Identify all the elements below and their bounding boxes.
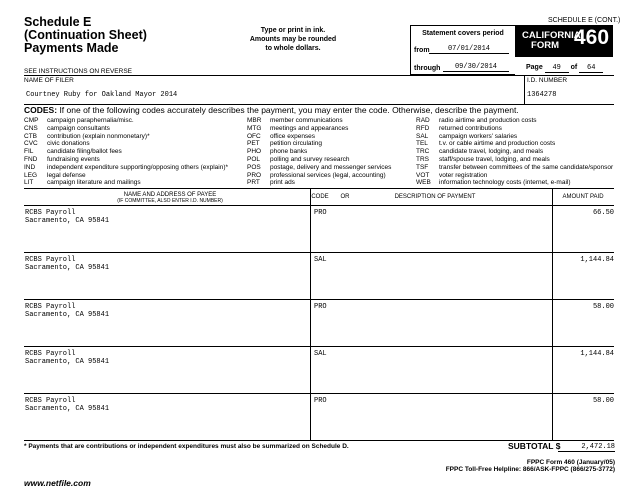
payee-address[interactable]: Sacramento, CA 95841 [25, 405, 110, 413]
payee-header: NAME AND ADDRESS OF PAYEE (IF COMMITTEE, ALSO ENTER I.D. NUMBER) [117, 192, 223, 204]
code-entry [247, 179, 391, 187]
code-entry [247, 117, 391, 125]
code-abbrev: RFD [416, 124, 430, 132]
amount-paid[interactable]: 1,144.84 [580, 350, 614, 358]
code-description: independent expenditure supporting/opposing others (explain)* [47, 163, 229, 171]
code-abbrev: TSF [416, 163, 429, 171]
code-description: print ads [270, 179, 295, 187]
payee-name[interactable]: RCBS Payroll [25, 397, 76, 405]
codes-instructions [24, 105, 519, 115]
of-label: of [570, 64, 578, 71]
code-description: phone banks [270, 148, 308, 156]
divider [24, 75, 614, 76]
code-abbrev: POS [247, 163, 261, 171]
code-entry [24, 148, 228, 156]
code-abbrev: MTG [247, 124, 262, 132]
code-entry [24, 125, 228, 133]
amount-paid[interactable]: 58.00 [592, 303, 614, 311]
code-entry [24, 117, 228, 125]
code-description: contribution (explain nonmonetary)* [47, 132, 150, 140]
column-divider [310, 188, 311, 440]
netfile-link[interactable]: www.netfile.com [24, 478, 91, 488]
code-abbrev: TRS [416, 155, 429, 163]
code-description: campaign workers' salaries [439, 132, 518, 140]
code-description: transfer between committees of the same candidate/sponsor [439, 163, 614, 171]
code-description: office expenses [270, 132, 316, 140]
ink-instructions: Type or print in ink. Amounts may be rounded to whole dollars. [249, 27, 337, 52]
payment-code[interactable]: PRO [314, 397, 327, 405]
form-number: 460 [574, 26, 610, 49]
amount-paid[interactable]: 66.50 [592, 209, 614, 217]
code-abbrev: TEL [416, 140, 428, 148]
code-entry [247, 172, 391, 180]
amount-header: AMOUNT PAID [562, 194, 604, 200]
code-entry [247, 148, 391, 156]
row-divider [24, 393, 614, 394]
code-entry [416, 117, 613, 125]
row-divider [24, 346, 614, 347]
code-abbrev: LEG [24, 171, 38, 179]
code-entry [24, 164, 228, 172]
amount-paid[interactable]: 58.00 [592, 397, 614, 405]
code-entry [24, 179, 228, 187]
statement-covers-label: Statement covers period [422, 30, 504, 37]
code-entry [416, 148, 613, 156]
payment-code[interactable]: PRO [314, 209, 327, 217]
california-form-label: CALIFORNIA FORM [522, 30, 581, 51]
code-entry [416, 172, 613, 180]
code-entry [24, 156, 228, 164]
description-header: DESCRIPTION OF PAYMENT [394, 194, 476, 200]
code-abbrev: VOT [416, 171, 430, 179]
footnote: * Payments that are contributions or independent expenditures must also be summarized on Schedule D. [24, 443, 349, 450]
code-abbrev: SAL [416, 132, 429, 140]
code-description: campaign consultants [47, 124, 110, 132]
code-entry [416, 179, 613, 187]
code-description: professional services (legal, accounting) [270, 171, 386, 179]
payee-address[interactable]: Sacramento, CA 95841 [25, 311, 110, 319]
divider [524, 75, 525, 104]
code-entry [247, 164, 391, 172]
payee-name[interactable]: RCBS Payroll [25, 256, 76, 264]
column-divider [552, 188, 553, 440]
code-abbrev: FIL [24, 148, 34, 156]
code-description: petition circulating [270, 140, 323, 148]
fppc-helpline: FPPC Toll-Free Helpline: 866/ASK-FPPC (866/275-3772) [445, 466, 615, 473]
or-header: OR [340, 194, 350, 200]
payee-address[interactable]: Sacramento, CA 95841 [25, 358, 110, 366]
code-description: civic donations [47, 140, 90, 148]
schedule-cont-label: SCHEDULE E (CONT.) [548, 17, 621, 24]
code-entry [24, 172, 228, 180]
code-abbrev: CTB [24, 132, 37, 140]
code-entry [416, 125, 613, 133]
code-description: polling and survey research [270, 155, 350, 163]
code-description: campaign literature and mailings [47, 179, 141, 187]
code-entry [247, 156, 391, 164]
code-abbrev: WEB [416, 179, 431, 187]
from-label: from [414, 47, 430, 54]
code-entry [24, 140, 228, 148]
through-date-field[interactable]: 09/30/2014 [443, 63, 509, 72]
code-description: voter registration [439, 171, 488, 179]
subtotal-field[interactable]: 2,472.18 [558, 443, 615, 452]
code-abbrev: MBR [247, 117, 262, 124]
code-description: candidate filing/ballot fees [47, 148, 122, 156]
subtotal-label: SUBTOTAL $ [508, 441, 561, 451]
row-divider [24, 252, 614, 253]
payee-address[interactable]: Sacramento, CA 95841 [25, 217, 110, 225]
code-entry [416, 133, 613, 141]
code-description: legal defense [47, 171, 86, 179]
id-number-label: I.D. NUMBER [527, 77, 568, 84]
code-header: CODE [311, 194, 329, 200]
code-entry [416, 164, 613, 172]
table-top-border [24, 188, 614, 189]
payee-address[interactable]: Sacramento, CA 95841 [25, 264, 110, 272]
code-abbrev: PET [247, 140, 260, 148]
payment-code[interactable]: SAL [314, 350, 327, 358]
code-description: postage, delivery and messenger services [270, 163, 392, 171]
codes-heading: CODES: [24, 105, 58, 115]
code-entry [247, 125, 391, 133]
code-description: meetings and appearances [270, 124, 349, 132]
code-abbrev: FND [24, 155, 38, 163]
schedule-title: Schedule E (Continuation Sheet) Payments Made [24, 15, 147, 55]
code-entry [416, 156, 613, 164]
code-entry [24, 133, 228, 141]
code-abbrev: PRT [247, 179, 260, 187]
code-description: radio airtime and production costs [439, 117, 537, 124]
code-abbrev: TRC [416, 148, 430, 156]
codes-text: If one of the following codes accurately describes the payment, you may enter the code. Otherwise, describe the payment. [59, 105, 519, 115]
code-abbrev: PHO [247, 148, 262, 156]
code-entry [247, 133, 391, 141]
table-header-border [24, 205, 614, 206]
code-description: campaign paraphernalia/misc. [47, 117, 134, 124]
code-abbrev: OFC [247, 132, 261, 140]
codes-column-3 [416, 117, 613, 187]
code-description: member communications [270, 117, 343, 124]
see-instructions: SEE INSTRUCTIONS ON REVERSE [24, 68, 132, 75]
code-description: t.v. or cable airtime and production costs [439, 140, 556, 148]
code-description: returned contributions [439, 124, 502, 132]
payee-name[interactable]: RCBS Payroll [25, 350, 76, 358]
payee-name[interactable]: RCBS Payroll [25, 209, 76, 217]
payment-code[interactable]: PRO [314, 303, 327, 311]
payment-code[interactable]: SAL [314, 256, 327, 264]
page-number-field[interactable]: 49 [545, 64, 569, 73]
filer-name-label: NAME OF FILER [24, 77, 74, 84]
amount-paid[interactable]: 1,144.84 [580, 256, 614, 264]
page-indicator [526, 64, 603, 73]
code-abbrev: RAD [416, 117, 430, 124]
code-entry [247, 140, 391, 148]
page-total-field[interactable]: 64 [579, 64, 603, 73]
code-description: staff/spouse travel, lodging, and meals [439, 155, 550, 163]
code-entry [416, 140, 613, 148]
code-abbrev: CMP [24, 117, 39, 124]
code-abbrev: CVC [24, 140, 38, 148]
code-abbrev: PRO [247, 171, 262, 179]
codes-column-2 [247, 117, 391, 187]
from-date-field[interactable]: 07/01/2014 [429, 45, 509, 54]
form-version: FPPC Form 460 (January/05) [526, 459, 615, 466]
code-abbrev: LIT [24, 179, 34, 187]
code-description: fundraising events [47, 155, 100, 163]
page-label: Page [526, 64, 543, 71]
code-abbrev: CNS [24, 124, 38, 132]
code-abbrev: IND [24, 163, 36, 171]
code-description: information technology costs (internet, e-mail) [439, 179, 571, 187]
code-description: candidate travel, lodging, and meals [439, 148, 544, 156]
row-divider [24, 299, 614, 300]
payee-name[interactable]: RCBS Payroll [25, 303, 76, 311]
filer-name-field[interactable]: Courtney Ruby for Oakland Mayor 2014 [26, 91, 178, 99]
id-number-field[interactable]: 1364278 [527, 91, 557, 99]
through-label: through [414, 65, 441, 72]
code-abbrev: POL [247, 155, 261, 163]
codes-column-1 [24, 117, 228, 187]
